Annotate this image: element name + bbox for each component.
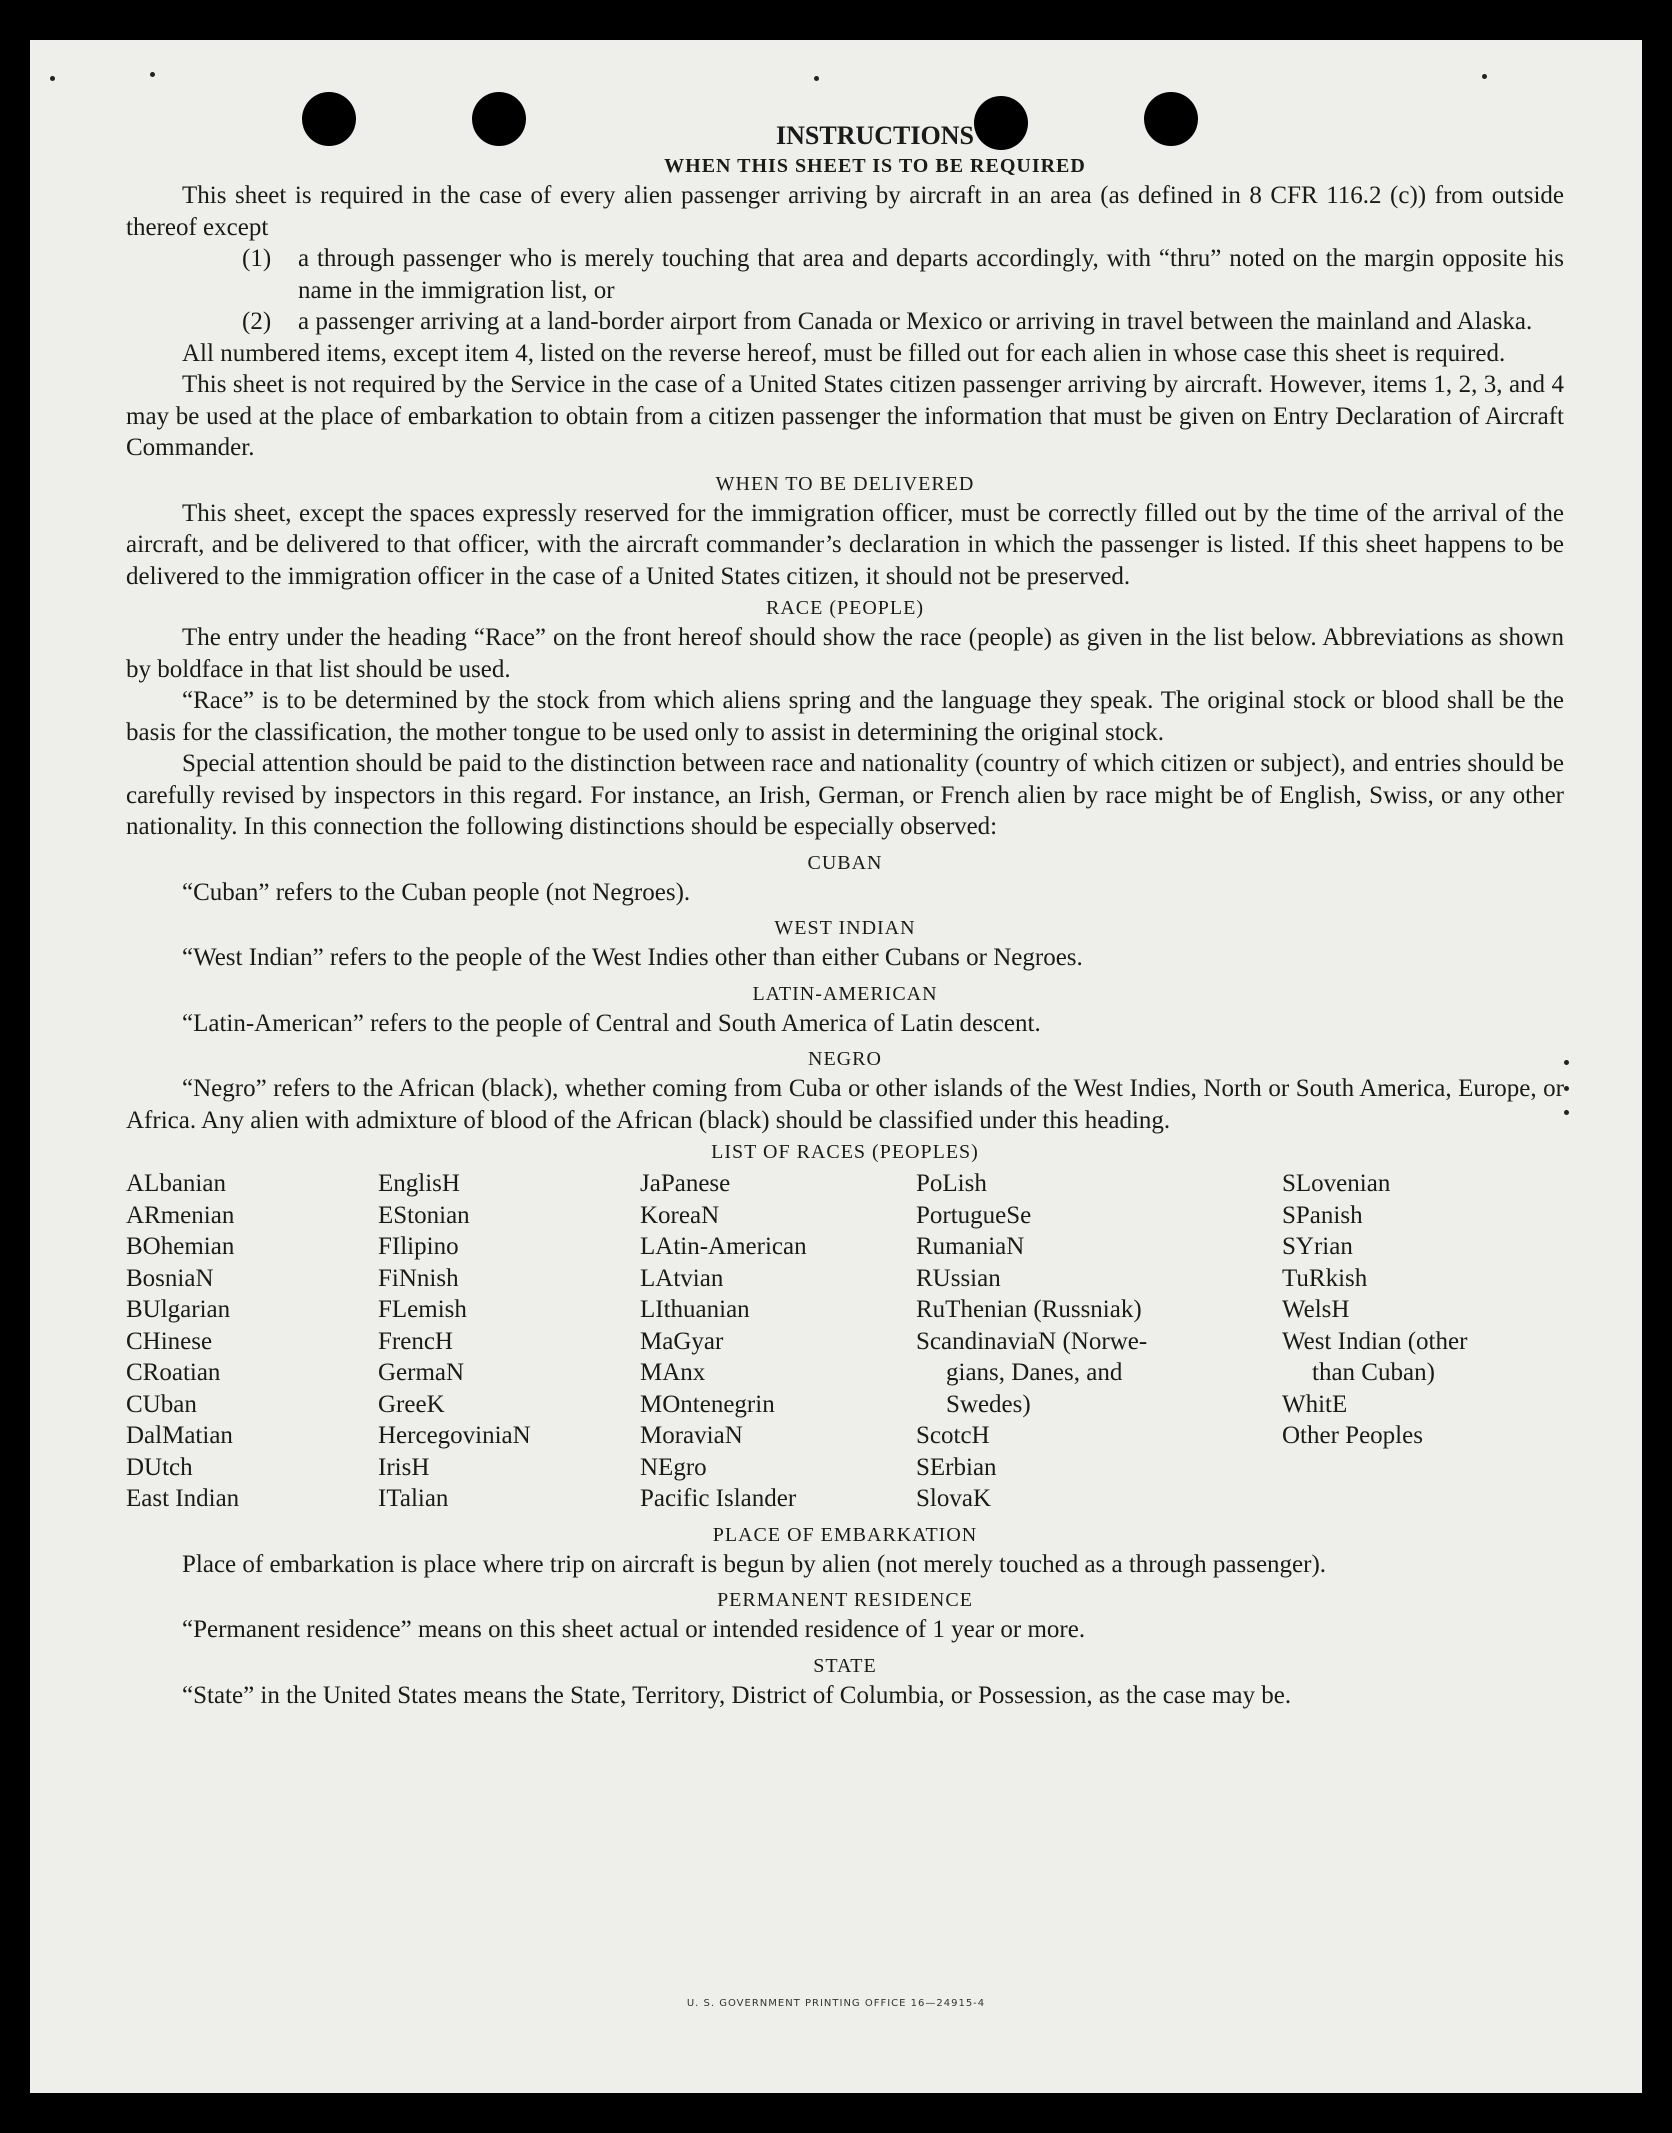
paragraph: “West Indian” refers to the people of the West Indies other than either Cubans or Negroes. <box>182 944 1083 971</box>
section-heading: WHEN THIS SHEET IS TO BE REQUIRED <box>664 155 1086 177</box>
section-heading: WHEN TO BE DELIVERED <box>715 472 975 495</box>
race-entry: Swedes) <box>946 1390 1031 1418</box>
race-entry: SErbian <box>916 1453 997 1481</box>
speck <box>1564 1086 1569 1091</box>
race-column <box>1282 1168 1552 1515</box>
race-entry: MoraviaN <box>640 1422 743 1449</box>
race-entry: NEgro <box>640 1453 707 1481</box>
instructions-content <box>126 120 1564 1711</box>
section-heading: NEGRO <box>808 1048 882 1070</box>
race-entry: than Cuban) <box>1312 1359 1435 1386</box>
race-column <box>378 1168 640 1515</box>
section-heading: PERMANENT RESIDENCE <box>717 1589 973 1611</box>
speck <box>150 72 155 77</box>
race-entry: FiNnish <box>378 1264 459 1292</box>
paragraph: This sheet, except the spaces expressly reserved for the immigration officer, must be correctly filled out by the time of the arrival of the aircraft, and be delivered to that officer, with the aircraft commander’s declaration in which the passenger is listed. If this sheet happens to be delivered to the immigration officer in the case of a United States citizen, it should not be preserved. <box>126 499 1564 590</box>
race-entry: SYrian <box>1282 1233 1353 1260</box>
race-entry: LAtvian <box>640 1264 724 1292</box>
section-heading: RACE (PEOPLE) <box>766 597 924 619</box>
item-number: (2) <box>242 308 272 335</box>
paragraph: “Latin-American” refers to the people of Central and South America of Latin descent. <box>182 1009 1041 1037</box>
paragraph: Place of embarkation is place where trip on aircraft is begun by alien (not merely touched as a through passenger). <box>182 1550 1327 1578</box>
paragraph: “Race” is to be determined by the stock from which aliens spring and the language they speak. The original stock or blood shall be the basis for the classification, the mother tongue to be used only to assist in determining the original stock. <box>126 687 1564 746</box>
speck <box>50 76 55 81</box>
race-entry: EStonian <box>378 1201 470 1229</box>
speck <box>1482 74 1487 79</box>
race-entry: SPanish <box>1282 1201 1363 1229</box>
paragraph: All numbered items, except item 4, listed on the reverse hereof, must be filled out for each alien in whose case this sheet is required. <box>182 339 1506 367</box>
section-heading: LATIN-AMERICAN <box>752 982 938 1005</box>
race-entry: East Indian <box>126 1485 240 1512</box>
paragraph: This sheet is required in the case of every alien passenger arriving by aircraft in an area (as defined in 8 CFR 116.2 (c)) from outside thereof except <box>126 182 1564 241</box>
race-entry: ScotcH <box>916 1422 990 1449</box>
race-entry: FIlipino <box>378 1233 459 1260</box>
races-heading: LIST OF RACES (PEOPLES) <box>711 1141 979 1163</box>
paragraph: This sheet is not required by the Service in the case of a United States citizen passenger arriving by aircraft. However, items 1, 2, 3, and 4 may be used at the place of embarkation to obtain from a citizen passenger the information that must be given on Entry Declaration of Aircraft Commander. <box>126 371 1564 461</box>
item-text: a passenger arriving at a land-border airport from Canada or Mexico or arriving in travel between the mainland and Alaska. <box>298 308 1533 335</box>
race-entry: SLovenian <box>1282 1170 1391 1197</box>
paragraph: “Cuban” refers to the Cuban people (not Negroes). <box>182 878 691 906</box>
race-column <box>916 1168 1282 1515</box>
race-entry: KoreaN <box>640 1201 720 1229</box>
race-entry: CHinese <box>126 1327 213 1355</box>
race-entry: RumaniaN <box>916 1233 1025 1260</box>
race-entry: LIthuanian <box>640 1296 750 1323</box>
section-heading: CUBAN <box>807 851 883 874</box>
race-entry: EnglisH <box>378 1170 460 1197</box>
paragraph: “Permanent residence” means on this sheet actual or intended residence of 1 year or more. <box>182 1616 1086 1643</box>
printer-imprint: U. S. GOVERNMENT PRINTING OFFICE 16—24915-4 <box>686 1998 986 2009</box>
race-entry: FLemish <box>378 1296 467 1323</box>
race-entry: TuRkish <box>1282 1264 1368 1292</box>
race-entry: gians, Danes, and <box>946 1359 1123 1386</box>
race-entry: SlovaK <box>916 1485 991 1512</box>
race-entry: WhitE <box>1282 1390 1348 1418</box>
race-entry: ARmenian <box>126 1201 235 1229</box>
race-entry: BUlgarian <box>126 1296 231 1323</box>
race-entry: PoLish <box>916 1170 987 1197</box>
race-entry: BOhemian <box>126 1233 235 1260</box>
race-entry: Other Peoples <box>1282 1422 1423 1449</box>
race-entry: DalMatian <box>126 1422 233 1449</box>
speck <box>1564 1110 1569 1115</box>
item-number: (1) <box>242 245 272 272</box>
race-entry: CUban <box>126 1390 197 1418</box>
speck <box>814 76 819 81</box>
race-list <box>126 1168 1564 1515</box>
race-entry: RuThenian (Russniak) <box>916 1296 1142 1323</box>
race-entry: RUssian <box>916 1264 1001 1292</box>
race-entry: GreeK <box>378 1390 445 1418</box>
race-entry: Pacific Islander <box>640 1485 797 1512</box>
race-column <box>640 1168 916 1515</box>
race-column <box>126 1168 378 1515</box>
race-entry: MOntenegrin <box>640 1390 775 1418</box>
race-entry: PortugueSe <box>916 1201 1032 1229</box>
item-text: a through passenger who is merely touching that area and departs accordingly, with “thru” noted on the margin opposite his name in the immigration list, or <box>298 245 1564 304</box>
race-entry: GermaN <box>378 1359 465 1386</box>
race-entry: LAtin-American <box>640 1233 807 1260</box>
speck <box>1564 1060 1569 1065</box>
race-entry: ScandinaviaN (Norwe- <box>916 1327 1148 1355</box>
paragraph: The entry under the heading “Race” on the front hereof should show the race (people) as given in the list below. Abbreviations as shown by boldface in that list should be used. <box>126 624 1564 683</box>
section-heading: STATE <box>813 1654 877 1677</box>
race-entry: CRoatian <box>126 1359 221 1386</box>
race-entry: DUtch <box>126 1453 193 1481</box>
document-sheet <box>30 40 1642 2093</box>
race-entry: MaGyar <box>640 1327 724 1355</box>
section-heading: WEST INDIAN <box>774 917 916 939</box>
race-entry: HercegoviniaN <box>378 1422 531 1449</box>
page-title: INSTRUCTIONS <box>776 121 974 150</box>
paragraph: Special attention should be paid to the distinction between race and nationality (country of which citizen or subject), and entries should be carefully revised by inspectors in this regard. For instance, an Irish, German, or French alien by race might be of English, Swiss, or any other nationality. In this connection the following distinctions should be especially observed: <box>126 750 1564 840</box>
race-entry: ITalian <box>378 1485 449 1512</box>
race-entry: ALbanian <box>126 1170 226 1197</box>
list-item <box>242 306 1564 338</box>
race-entry: JaPanese <box>640 1170 731 1197</box>
race-entry: MAnx <box>640 1359 706 1386</box>
paragraph: “Negro” refers to the African (black), whether coming from Cuba or other islands of the West Indies, North or South America, Europe, or Africa. Any alien with admixture of blood of the African (black) should be classified under this heading. <box>126 1075 1564 1134</box>
race-entry: IrisH <box>378 1453 430 1481</box>
race-entry: West Indian (other <box>1282 1327 1468 1355</box>
race-entry: WelsH <box>1282 1296 1350 1323</box>
race-entry: FrencH <box>378 1327 453 1355</box>
paragraph: “State” in the United States means the State, Territory, District of Columbia, or Possession, as the case may be. <box>182 1681 1292 1709</box>
section-heading: PLACE OF EMBARKATION <box>712 1523 978 1546</box>
list-item <box>242 243 1564 306</box>
race-entry: BosniaN <box>126 1264 214 1292</box>
